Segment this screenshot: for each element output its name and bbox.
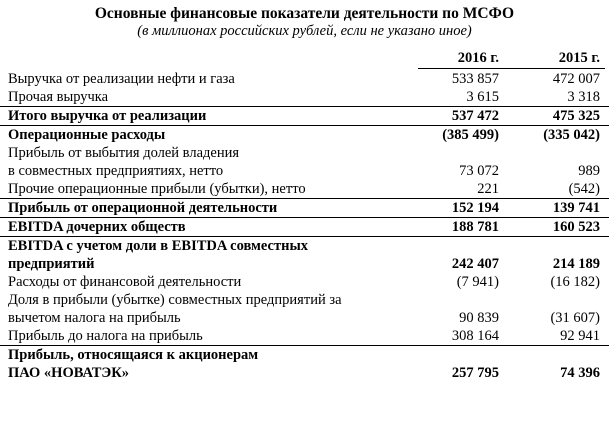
value-2016: 73 072 — [459, 163, 499, 179]
row-label: EBITDA с учетом доли в EBITDA совместных — [8, 238, 309, 254]
column-header-2015: 2015 г. — [558, 50, 600, 66]
value-2015: 160 523 — [552, 219, 600, 235]
value-2016: 537 472 — [451, 108, 499, 124]
table-row — [0, 199, 609, 218]
financial-table — [0, 70, 609, 382]
value-2015: 472 007 — [552, 71, 600, 87]
table-row — [0, 327, 609, 346]
table-row — [0, 237, 609, 273]
value-2015: (335 042) — [543, 127, 600, 143]
header-rule — [418, 68, 605, 69]
value-2015: 92 941 — [560, 328, 600, 344]
table-row — [0, 218, 609, 237]
row-label: Прочие операционные прибыли (убытки), нетто — [8, 181, 306, 197]
value-2015: 74 396 — [560, 365, 600, 381]
value-2015: 3 318 — [567, 89, 600, 105]
table-row — [0, 180, 609, 199]
table-row — [0, 346, 609, 382]
value-2015: (31 607) — [550, 310, 600, 326]
row-label: Прибыль до налога на прибыль — [8, 328, 203, 344]
value-2016: 533 857 — [451, 71, 499, 87]
value-2016: 152 194 — [451, 200, 499, 216]
table-row — [0, 291, 609, 327]
value-2016: (385 499) — [442, 127, 499, 143]
value-2015: (16 182) — [550, 274, 600, 290]
row-label: EBITDA дочерних обществ — [8, 219, 186, 235]
document-subtitle: (в миллионах российских рублей, если не указано иное) — [137, 23, 472, 39]
value-2015: 139 741 — [552, 200, 600, 216]
table-row — [0, 107, 609, 126]
value-2015: 214 189 — [552, 256, 600, 272]
table-row — [0, 88, 609, 107]
row-label: предприятий — [8, 256, 95, 272]
value-2016: 221 — [477, 181, 499, 197]
column-header-2016: 2016 г. — [457, 50, 499, 66]
row-label: Операционные расходы — [8, 127, 166, 143]
row-label: Прибыль, относящаяся к акционерам — [8, 347, 259, 363]
row-label: Прибыль от выбытия долей владения — [8, 145, 240, 161]
row-label: Прочая выручка — [8, 89, 109, 105]
value-2015: (542) — [568, 181, 600, 197]
table-row — [0, 70, 609, 88]
value-2016: 188 781 — [451, 219, 499, 235]
value-2016: (7 941) — [456, 274, 499, 290]
value-2015: 989 — [578, 163, 600, 179]
table-row — [0, 144, 609, 180]
value-2016: 3 615 — [466, 89, 499, 105]
row-label: ПАО «НОВАТЭК» — [8, 365, 129, 381]
value-2016: 242 407 — [451, 256, 499, 272]
row-label: Итого выручка от реализации — [8, 108, 207, 124]
table-row — [0, 126, 609, 144]
row-label: Выручка от реализации нефти и газа — [8, 71, 235, 87]
row-label: Расходы от финансовой деятельности — [8, 274, 242, 290]
row-label: в совместных предприятиях, нетто — [8, 163, 224, 179]
row-label: Доля в прибыли (убытке) совместных предприятий за — [8, 292, 342, 308]
document-title: Основные финансовые показатели деятельности по МСФО — [94, 5, 515, 22]
value-2016: 90 839 — [459, 310, 499, 326]
value-2015: 475 325 — [552, 108, 600, 124]
row-label: вычетом налога на прибыль — [8, 310, 181, 326]
value-2016: 308 164 — [451, 328, 499, 344]
row-label: Прибыль от операционной деятельности — [8, 200, 278, 216]
value-2016: 257 795 — [451, 365, 499, 381]
table-row — [0, 273, 609, 291]
